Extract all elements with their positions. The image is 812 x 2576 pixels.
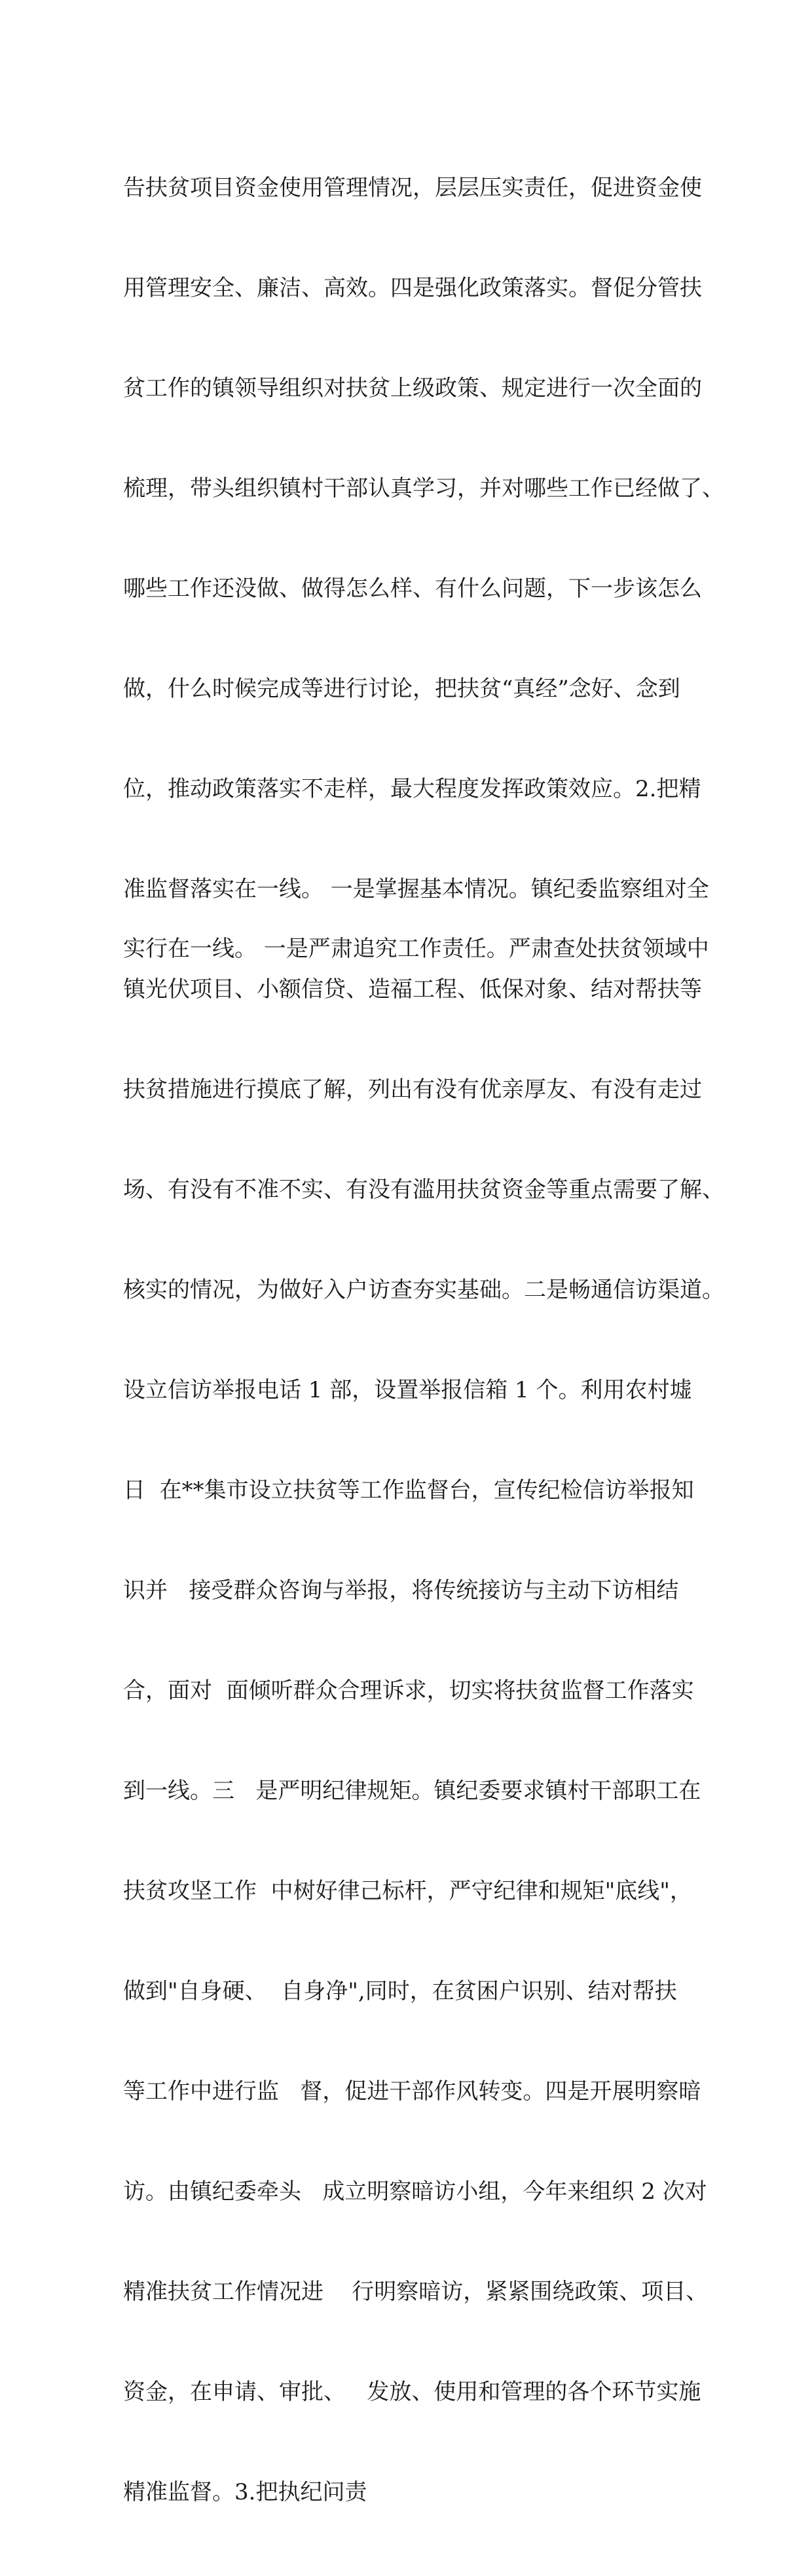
text-line: 哪些工作还没做、做得怎么样、有什么问题，下一步该怎么 (123, 576, 702, 602)
text-line: 到一线。三 是严明纪律规矩。镇纪委要求镇村干部职工在 (123, 1778, 701, 1804)
text-line: 核实的情况，为做好入户访查夯实基础。二是畅通信访渠道。 (123, 1277, 724, 1303)
text-line: 日 在**集市设立扶贫等工作监督台，宣传纪检信访举报知 (123, 1477, 694, 1503)
text-line: 扶贫措施进行摸底了解，列出有没有优亲厚友、有没有走过 (123, 1076, 702, 1103)
text-line: 位，推动政策落实不走样，最大程度发挥政策效应。2.把精 (123, 776, 701, 802)
text-line: 做，什么时候完成等进行讨论，把扶贫“真经”念好、念到 (123, 676, 680, 702)
text-line: 设立信访举报电话 1 部，设置举报信箱 1 个。利用农村墟 (123, 1377, 692, 1403)
body-text-tail (123, 866, 709, 1033)
text-line: 扶贫攻坚工作 中树好律己标杆，严守纪律和规矩"底线"， (123, 1878, 692, 1904)
text-line: 实行在一线。 一是严肃追究工作责任。严肃查处扶贫领域中 (123, 936, 709, 962)
text-line: 梳理，带头组织镇村干部认真学习，并对哪些工作已经做了、 (123, 475, 724, 502)
text-line: 告扶贫项目资金使用管理情况，层层压实责任，促进资金使 (123, 175, 702, 201)
text-line: 等工作中进行监 督，促进干部作风转变。四是开展明察暗 (123, 2078, 701, 2105)
text-line: 资金，在申请、审批、 发放、使用和管理的各个环节实施 (123, 2379, 701, 2405)
text-line: 镇光伏项目、小额信贷、造福工程、低保对象、结对帮扶等 (123, 976, 702, 1003)
text-line: 贫工作的镇领导组织对扶贫上级政策、规定进行一次全面的 (123, 375, 702, 401)
body-text-main (123, 105, 724, 2576)
text-line: 场、有没有不准不实、有没有滥用扶贫资金等重点需要了解、 (123, 1177, 724, 1203)
text-line: 准监督落实在一线。 一是掌握基本情况。镇纪委监察组对全 (123, 876, 709, 902)
text-line: 用管理安全、廉洁、高效。四是强化政策落实。督促分管扶 (123, 275, 702, 301)
text-line: 访。由镇纪委牵头 成立明察暗访小组，今年来组织 2 次对 (123, 2179, 707, 2205)
text-line: 做到"自身硬、 自身净",同时，在贫困户识别、结对帮扶 (123, 1978, 677, 2004)
text-line: 精准扶贫工作情况进 行明察暗访，紧紧围绕政策、项目、 (123, 2279, 709, 2305)
text-line: 精准监督。3.把执纪问责 (123, 2479, 367, 2505)
text-line: 识并 接受群众咨询与举报，将传统接访与主动下访相结 (123, 1577, 679, 1604)
text-line: 合，面对 面倾听群众合理诉求，切实将扶贫监督工作落实 (123, 1678, 694, 1704)
